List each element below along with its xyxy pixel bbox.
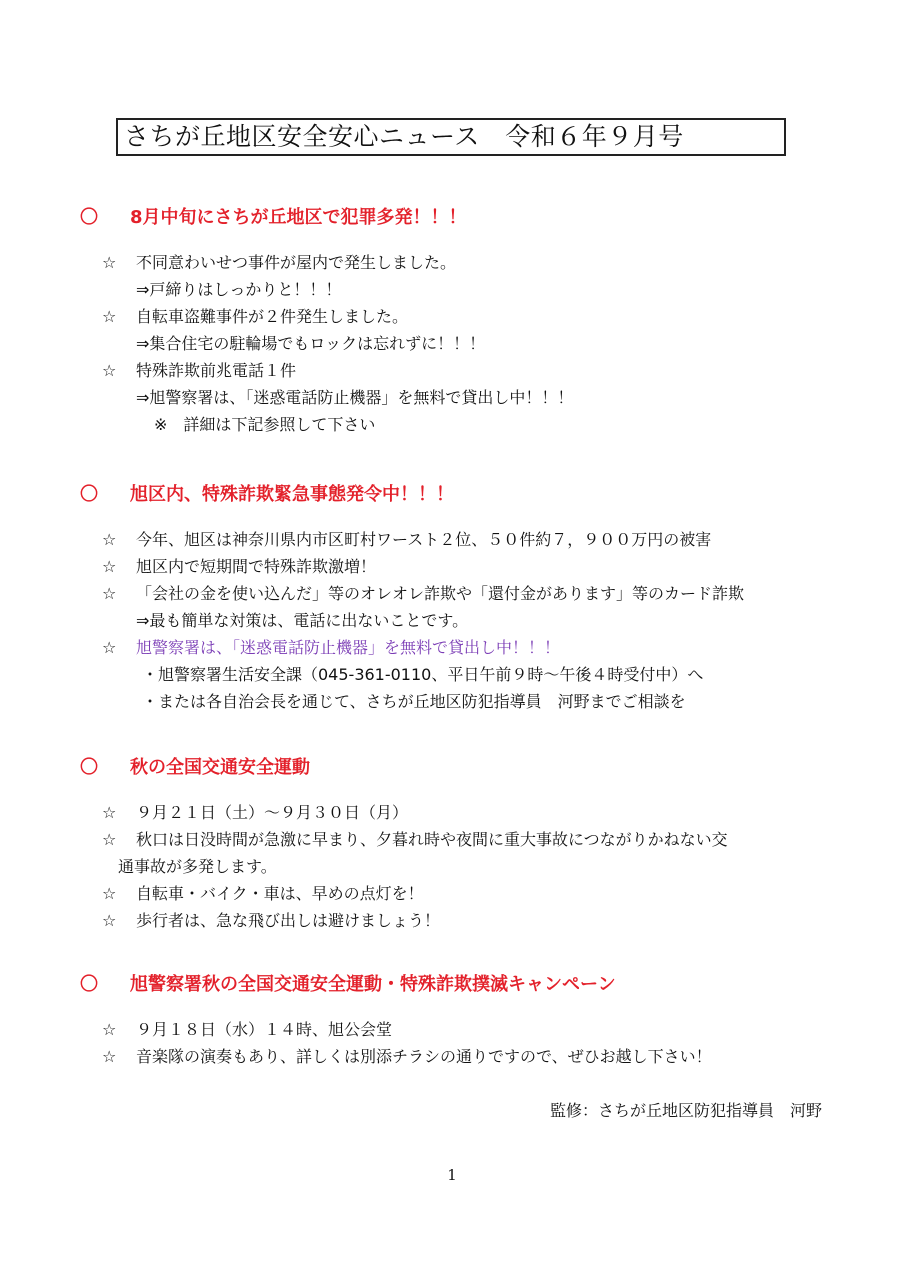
- list-item-continuation: 通事故が多発します。: [118, 857, 277, 876]
- circle-icon: 〇: [80, 484, 98, 505]
- list-item: ・旭警察署生活安全課（045-361-0110、平日午前９時～午後４時受付中）へ: [142, 665, 704, 684]
- section-campaign: [80, 972, 840, 1070]
- circle-icon: 〇: [80, 974, 98, 995]
- list-item: ☆ 歩行者は、急な飛び出しは避けましょう！: [80, 907, 840, 934]
- star-icon: ☆: [102, 803, 117, 822]
- list-item: ⇒旭警察署は、「迷惑電話防止機器」を無料で貸出し中！！！: [136, 388, 574, 407]
- page-number: 1: [447, 1166, 457, 1184]
- list-item: ☆ 不同意わいせつ事件が屋内で発生しました。: [80, 249, 840, 276]
- star-icon: ☆: [102, 557, 117, 576]
- star-icon: ☆: [102, 584, 117, 603]
- star-icon: ☆: [102, 1020, 117, 1039]
- list-item: ☆ 「会社の金を使い込んだ」等のオレオレ詐欺や「還付金があります」等のカード詐欺: [80, 580, 840, 607]
- list-item: ☆ 特殊詐欺前兆電話１件: [80, 357, 840, 384]
- list-item: ⇒戸締りはしっかりと！！！: [136, 280, 342, 299]
- section-heading: 〇 旭警察署秋の全国交通安全運動・特殊詐欺撲滅キャンペーン: [80, 972, 840, 1002]
- star-icon: ☆: [102, 307, 117, 326]
- circle-icon: 〇: [80, 757, 98, 778]
- star-icon: ☆: [102, 1047, 117, 1066]
- list-item: ☆ ９月１８日（水）１４時、旭公会堂: [80, 1016, 840, 1043]
- section-heading: 〇 8月中旬にさちが丘地区で犯罪多発！！！: [80, 205, 840, 235]
- list-item-note: ※ 詳細は下記参照して下さい: [154, 415, 376, 434]
- star-icon: ☆: [102, 884, 117, 903]
- section-fraud-emergency: [80, 482, 840, 715]
- star-icon: ☆: [102, 361, 117, 380]
- section-autumn-traffic-safety: [80, 755, 840, 934]
- star-icon: ☆: [102, 638, 117, 657]
- list-item: ・または各自治会長を通じて、さちが丘地区防犯指導員 河野までご相談を: [142, 692, 686, 711]
- section-crime-outbreak: [80, 205, 840, 438]
- list-item: ☆ 旭区内で短期間で特殊詐欺激増！: [80, 553, 840, 580]
- list-item: ⇒集合住宅の駐輪場でもロックは忘れずに！！！: [136, 334, 486, 353]
- star-icon: ☆: [102, 253, 117, 272]
- list-item: ⇒最も簡単な対策は、電話に出ないことです。: [136, 611, 469, 630]
- list-item: ☆ 音楽隊の演奏もあり、詳しくは別添チラシの通りですので、ぜひお越し下さい！: [80, 1043, 840, 1070]
- list-item: ☆ 今年、旭区は神奈川県内市区町村ワースト２位、５０件約７，９００万円の被害: [80, 526, 840, 553]
- star-icon: ☆: [102, 530, 117, 549]
- star-icon: ☆: [102, 830, 117, 849]
- list-item: ☆ 自転車盗難事件が２件発生しました。: [80, 303, 840, 330]
- list-item: ☆ ９月２１日（土）～９月３０日（月）: [80, 799, 840, 826]
- section-heading: 〇 旭区内、特殊詐欺緊急事態発令中！！！: [80, 482, 840, 512]
- list-item: ☆ 自転車・バイク・車は、早めの点灯を！: [80, 880, 840, 907]
- list-item: ☆ 秋口は日没時間が急激に早まり、夕暮れ時や夜間に重大事故につながりかねない交: [80, 826, 840, 853]
- newsletter-title: さちが丘地区安全安心ニュース 令和６年９月号: [116, 118, 786, 156]
- section-heading: 〇 秋の全国交通安全運動: [80, 755, 840, 785]
- supervisor-credit: 監修：さちが丘地区防犯指導員 河野: [549, 1101, 822, 1120]
- circle-icon: 〇: [80, 207, 98, 228]
- list-item-highlight: ☆ 旭警察署は、「迷惑電話防止機器」を無料で貸出し中！！！: [80, 634, 840, 661]
- star-icon: ☆: [102, 911, 117, 930]
